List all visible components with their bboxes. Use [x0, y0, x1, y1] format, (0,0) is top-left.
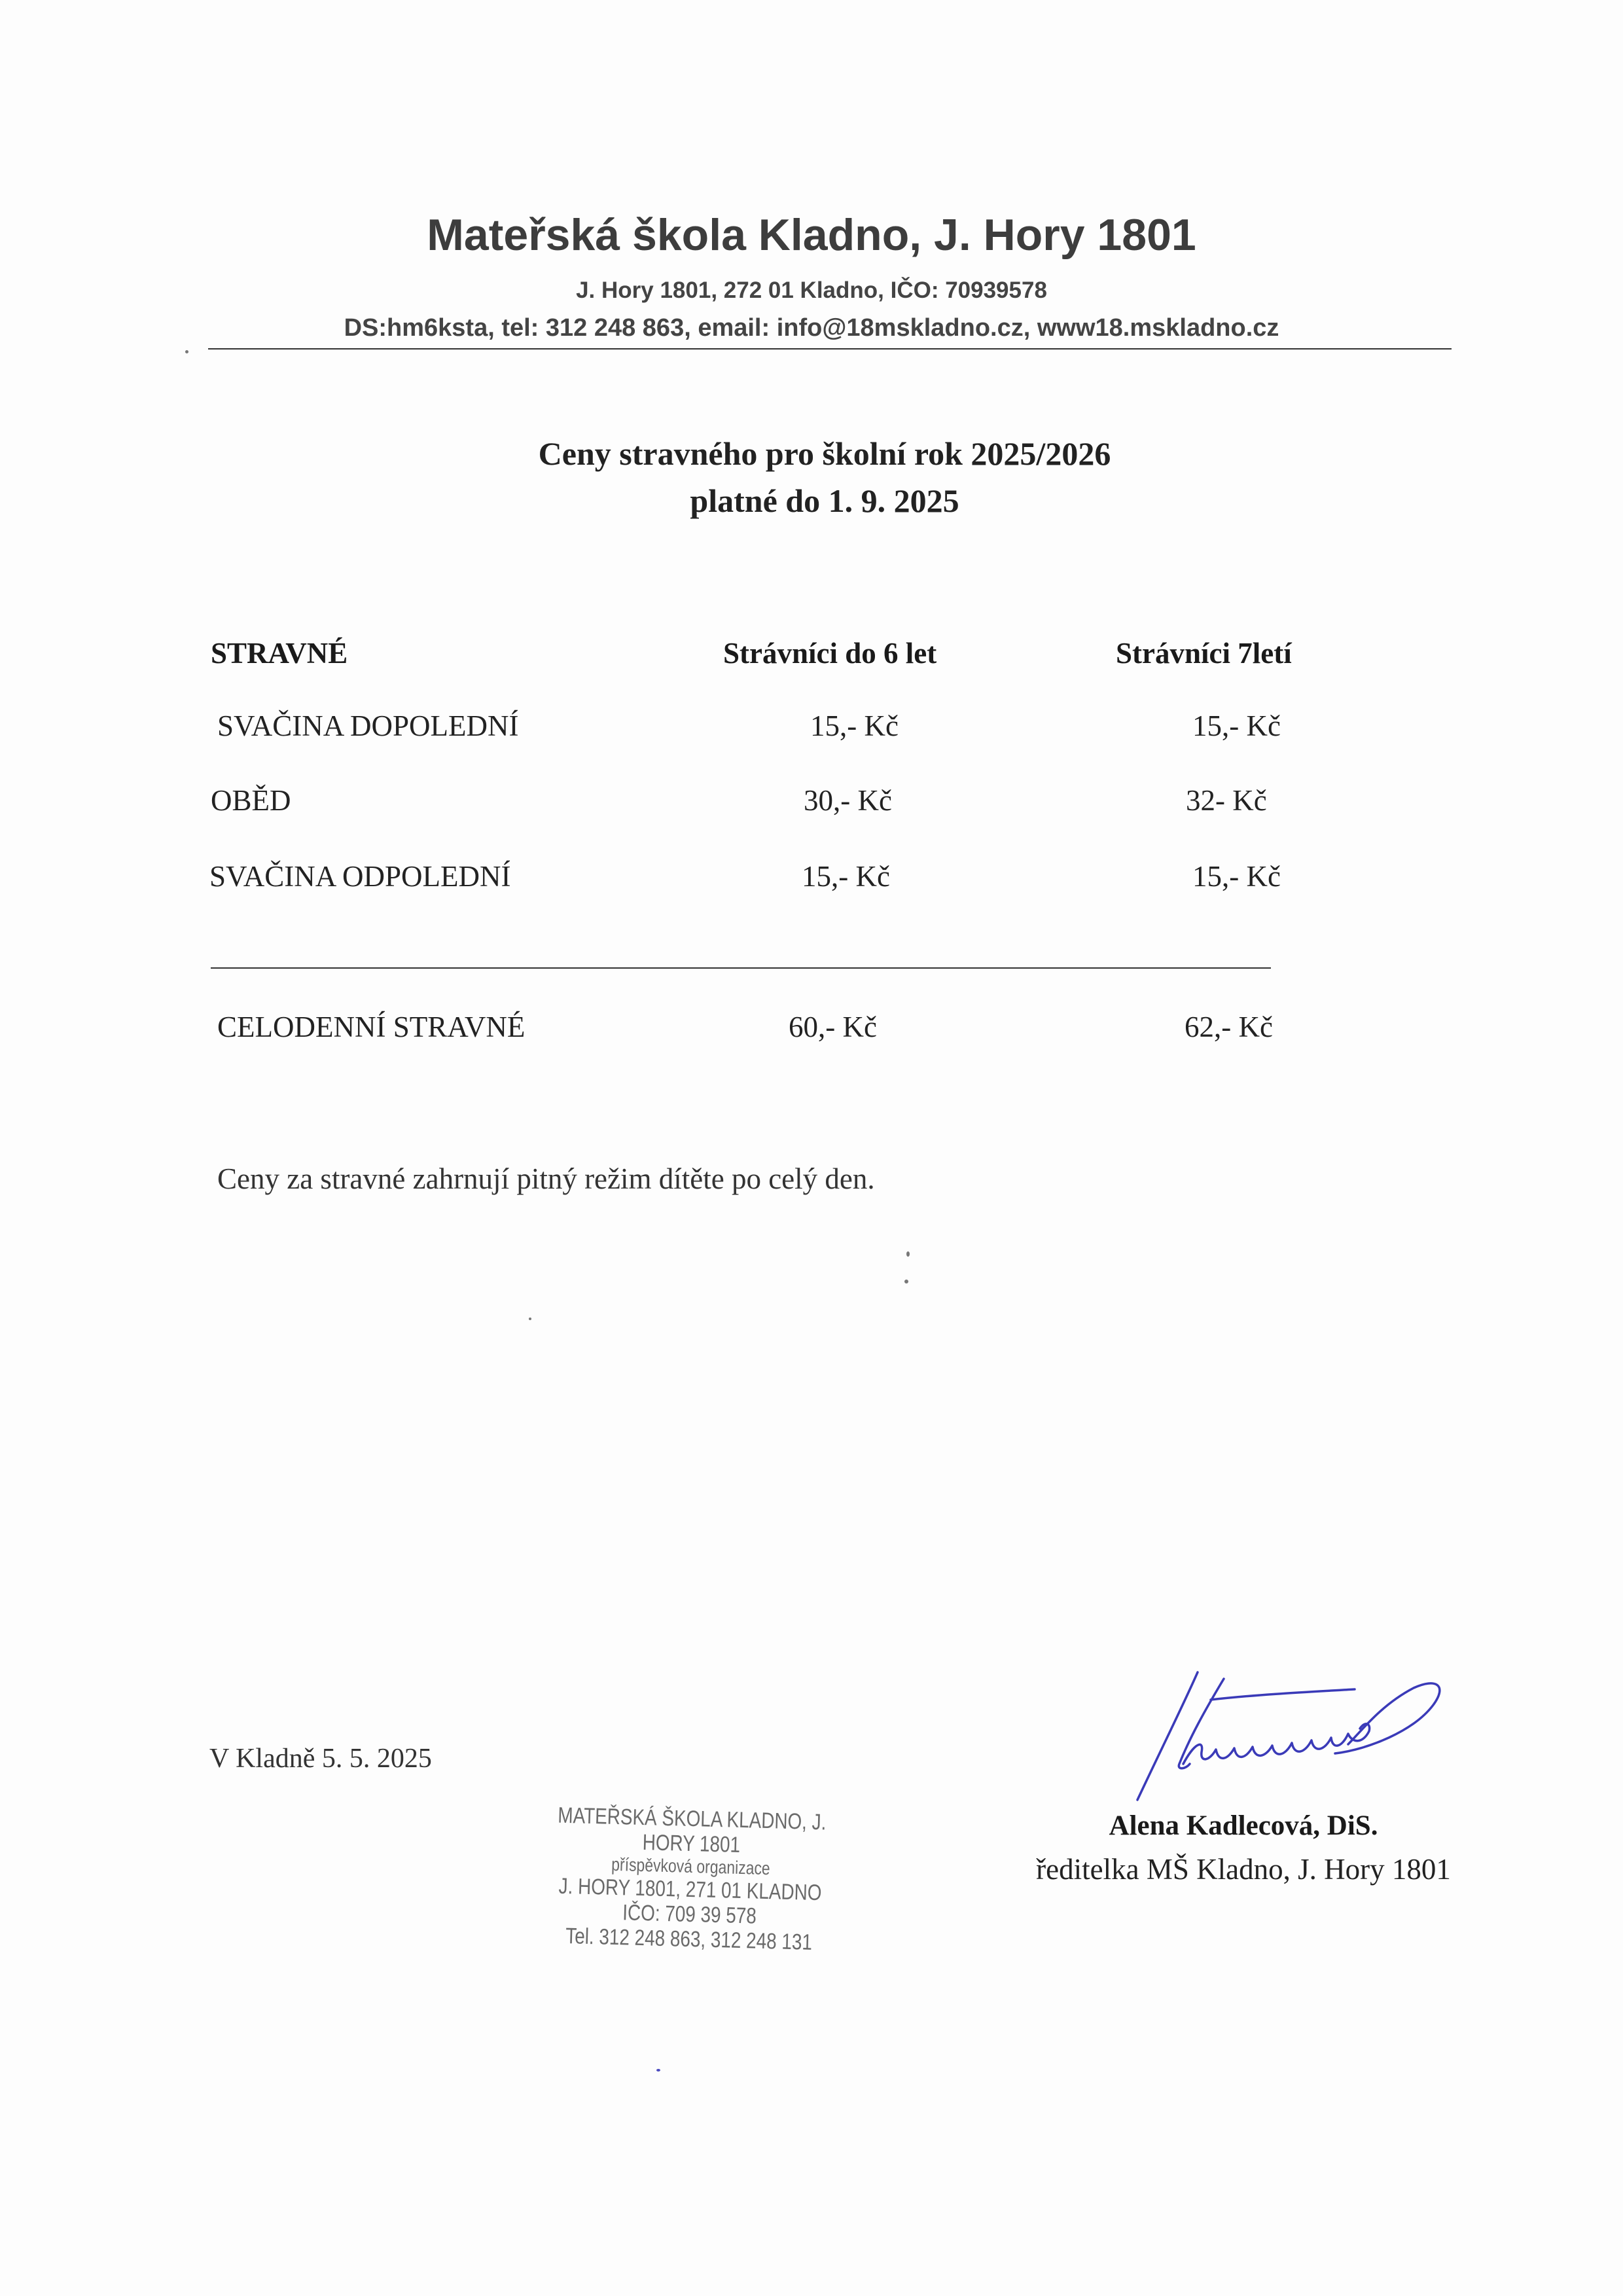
letterhead-divider — [208, 348, 1452, 350]
document-subtitle: platné do 1. 9. 2025 — [690, 482, 959, 519]
place-date: V Kladně 5. 5. 2025 — [209, 1744, 432, 1774]
stamp-line-ico: IČO: 709 39 578 — [622, 1899, 757, 1929]
signer-name: Alena Kadlecová, DiS. — [1109, 1810, 1378, 1841]
document-title: Ceny stravného pro školní rok 2025/2026 — [538, 435, 1111, 472]
total-price-under6: 60,- Kč — [789, 1011, 877, 1043]
row-price-age7: 32- Kč — [1186, 784, 1267, 817]
row-item-snack-morning: SVAČINA DOPOLEDNÍ — [217, 709, 519, 742]
drinking-regime-note: Ceny za stravné zahrnují pitný režim dítěte po celý den. — [217, 1162, 875, 1195]
school-address: J. Hory 1801, 272 01 Kladno, IČO: 70939578 — [576, 278, 1047, 303]
official-stamp — [492, 1801, 889, 1956]
scan-speck — [185, 350, 188, 353]
row-price-age7: 15,- Kč — [1192, 709, 1281, 742]
signature-icon — [1106, 1666, 1459, 1810]
total-item: CELODENNÍ STRAVNÉ — [217, 1011, 526, 1043]
header-under-6: Strávníci do 6 let — [723, 637, 937, 670]
header-age-7: Strávníci 7letí — [1116, 637, 1292, 670]
header-meal: STRAVNÉ — [211, 637, 348, 670]
stamp-line-name: MATEŘSKÁ ŠKOLA KLADNO, J. HORY 1801 — [557, 1803, 827, 1858]
stamp-line-phone: Tel. 312 248 863, 312 248 131 — [565, 1923, 813, 1955]
stamp-line-address: J. HORY 1801, 271 01 KLADNO — [558, 1873, 822, 1905]
row-price-under6: 15,- Kč — [810, 709, 899, 742]
scan-speck — [656, 2069, 660, 2072]
school-contact: DS:hm6ksta, tel: 312 248 863, email: info@18mskladno.cz, www18.mskladno.cz — [344, 314, 1279, 342]
signer-role: ředitelka MŠ Kladno, J. Hory 1801 — [1036, 1853, 1451, 1886]
scan-speck — [529, 1318, 531, 1320]
row-price-age7: 15,- Kč — [1192, 860, 1281, 893]
row-item-snack-afternoon: SVAČINA ODPOLEDNÍ — [209, 860, 511, 893]
scan-speck — [906, 1251, 910, 1257]
stamp-line-org-type: příspěvková organizace — [611, 1854, 771, 1879]
row-price-under6: 30,- Kč — [804, 784, 892, 817]
scan-speck — [904, 1280, 908, 1283]
row-price-under6: 15,- Kč — [802, 860, 890, 893]
table-divider — [211, 967, 1271, 969]
total-price-age7: 62,- Kč — [1185, 1011, 1273, 1043]
school-name: Mateřská škola Kladno, J. Hory 1801 — [427, 210, 1196, 260]
row-item-lunch: OBĚD — [211, 784, 291, 817]
